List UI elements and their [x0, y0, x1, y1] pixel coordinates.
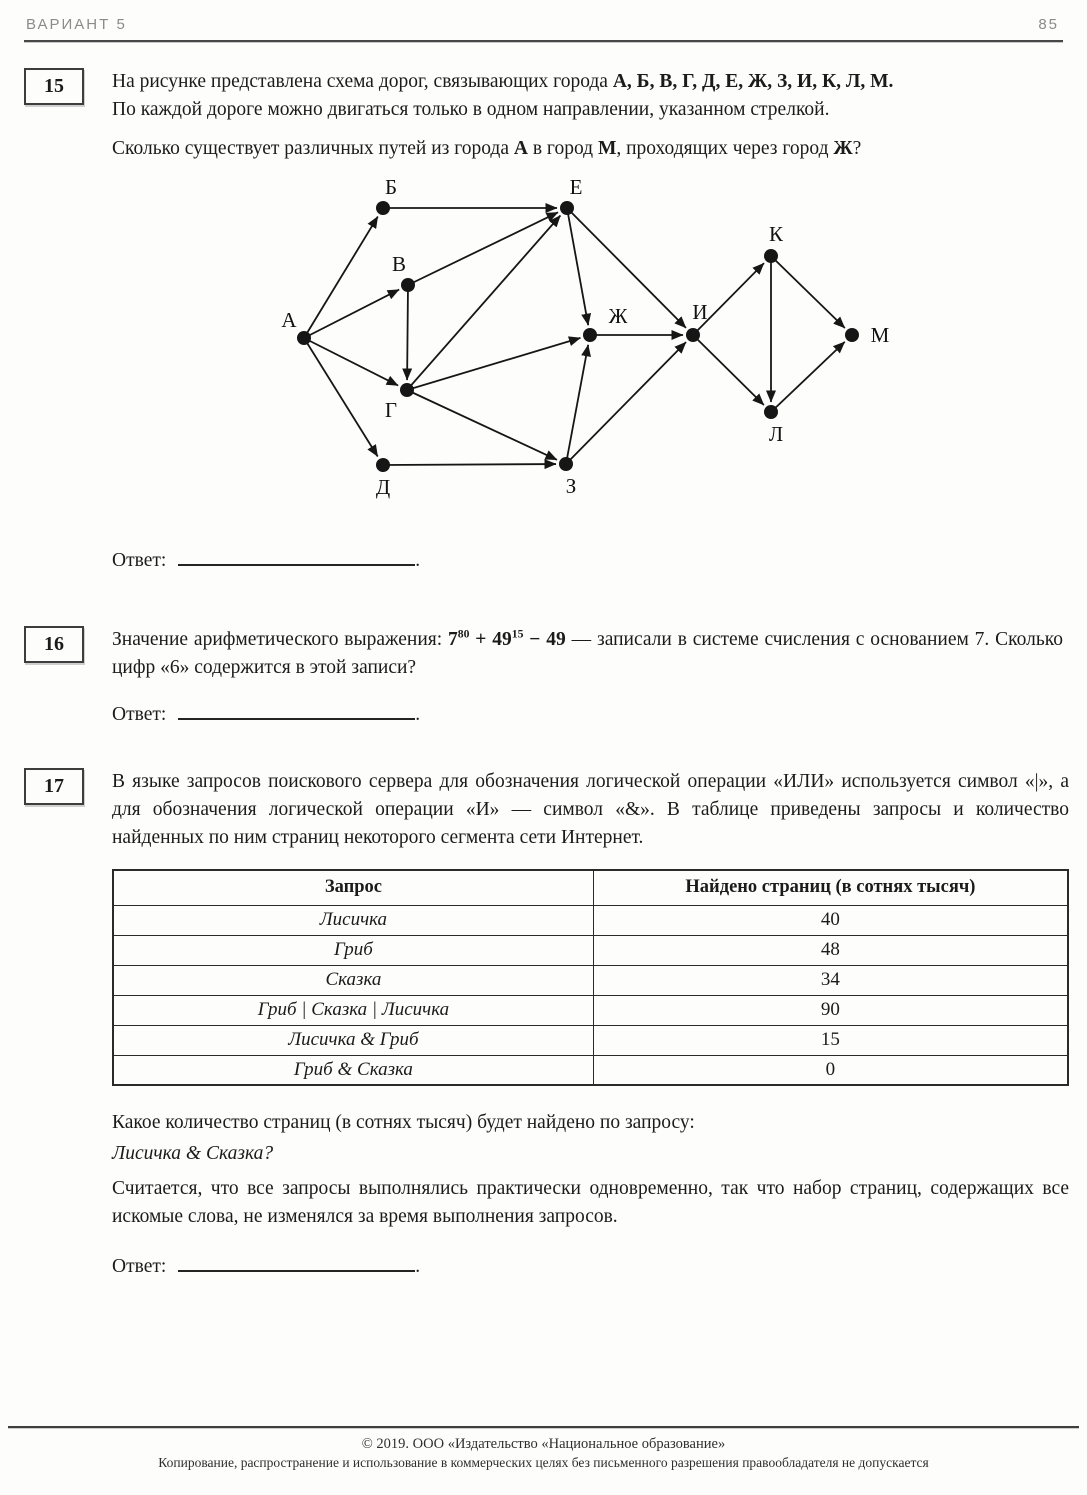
- graph-node-label-Е: Е: [569, 175, 583, 199]
- page-header: [24, 16, 1063, 33]
- text-run: , проходящих через город: [616, 138, 834, 159]
- graph-node-Е: [560, 201, 574, 215]
- graph-node-И: [686, 328, 700, 342]
- task-16: [24, 626, 1063, 726]
- count-cell: 40: [593, 905, 1068, 935]
- query-cell: Сказка: [113, 965, 593, 995]
- query-column-header: Запрос: [113, 870, 593, 905]
- query-cell: Гриб & Сказка: [113, 1055, 593, 1085]
- text-run: 49: [492, 629, 512, 650]
- table-row: [113, 905, 1068, 935]
- answer-label: Ответ:: [112, 1256, 167, 1277]
- table-row: [113, 1055, 1068, 1085]
- task-15-statement-1: [112, 68, 1063, 96]
- task-15-content: [112, 68, 1063, 572]
- pages-column-header: Найдено страниц (в сотнях тысяч): [593, 870, 1068, 905]
- query-cell: Лисичка: [113, 905, 593, 935]
- answer-period: .: [415, 550, 421, 571]
- text-run: −: [523, 629, 547, 650]
- roads-graph-container: [270, 175, 1063, 522]
- task-16-number: 16: [44, 633, 64, 655]
- query-cell: Лисичка & Гриб: [113, 1025, 593, 1055]
- graph-edge-И-Л: [693, 335, 764, 405]
- graph-node-label-К: К: [768, 222, 784, 246]
- graph-edge-З-И: [566, 342, 686, 464]
- page-number: 85: [1038, 16, 1059, 33]
- graph-edge-К-М: [771, 256, 845, 328]
- text-run: 7: [448, 629, 458, 650]
- task-15-question: [112, 135, 1063, 163]
- task-15-number: 15: [44, 75, 64, 97]
- text-run: Значение арифметического выражения:: [112, 629, 448, 650]
- task-15-answer-row: [112, 550, 1063, 572]
- roads-graph: [270, 175, 910, 517]
- graph-edge-Л-М: [771, 342, 845, 412]
- footer-rule: [8, 1426, 1079, 1429]
- answer-period: .: [415, 1256, 421, 1277]
- graph-edge-Д-З: [383, 464, 556, 465]
- graph-node-label-З: З: [565, 474, 577, 498]
- task-15-statement-2: По каждой дороге можно двигаться только в одном направлении, указанном стрелкой.: [112, 99, 830, 120]
- graph-node-А: [297, 331, 311, 345]
- text-run: М: [597, 138, 617, 159]
- graph-node-label-Ж: Ж: [608, 304, 628, 328]
- answer-blank: [178, 551, 415, 566]
- graph-node-label-Д: Д: [375, 475, 391, 499]
- table-row: [113, 965, 1068, 995]
- count-cell: 90: [593, 995, 1068, 1025]
- answer-period: .: [415, 704, 421, 725]
- task-16-answer-row: [112, 704, 1063, 726]
- graph-node-label-И: И: [692, 300, 708, 324]
- graph-node-Д: [376, 458, 390, 472]
- table-row: [113, 1025, 1068, 1055]
- text-run: — записали в системе счисления с основанием 7. Сколько цифр «6» содержится в этой записи?: [112, 629, 1063, 678]
- text-run: 15: [511, 627, 524, 641]
- table-row: [113, 995, 1068, 1025]
- text-run: А, Б, В, Г, Д, Е, Ж, З, И, К, Л, М.: [612, 71, 894, 92]
- graph-edge-В-Е: [408, 212, 558, 285]
- page-footer: [0, 1426, 1087, 1471]
- search-table-body: [113, 905, 1068, 1085]
- footer-notice: Копирование, распространение и использование в коммерческих целях без письменного разрешения правообладателя не допускается: [158, 1455, 929, 1470]
- graph-node-label-Л: Л: [768, 422, 784, 446]
- query-emphasis-line: Лисичка & Сказка?: [112, 1143, 274, 1164]
- graph-edge-В-Г: [407, 285, 408, 380]
- text-run: ?: [852, 138, 862, 159]
- count-cell: 48: [593, 935, 1068, 965]
- query-cell: Гриб | Сказка | Лисичка: [113, 995, 593, 1025]
- answer-blank: [178, 705, 415, 720]
- graph-node-Ж: [583, 328, 597, 342]
- graph-node-label-В: В: [391, 252, 407, 276]
- text-run: 80: [457, 627, 470, 641]
- text-run: Сколько существует различных путей из города: [112, 138, 514, 159]
- table-header-row: [113, 870, 1068, 905]
- task-17-question: Какое количество страниц (в сотнях тысяч) будет найдено по запросу:: [112, 1112, 695, 1133]
- search-query-table: [112, 869, 1069, 1086]
- variant-label: ВАРИАНТ 5: [26, 16, 127, 33]
- answer-label: Ответ:: [112, 550, 167, 571]
- task-17: [24, 768, 1069, 1278]
- graph-node-Л: [764, 405, 778, 419]
- graph-node-label-М: М: [870, 323, 890, 347]
- graph-node-В: [401, 278, 415, 292]
- graph-edge-Г-Ж: [407, 338, 580, 390]
- count-cell: 0: [593, 1055, 1068, 1085]
- footer-copyright: © 2019. ООО «Издательство «Национальное образование»: [361, 1436, 726, 1452]
- task-16-content: [112, 626, 1063, 726]
- graph-node-Г: [400, 383, 414, 397]
- graph-node-label-Г: Г: [384, 398, 398, 422]
- header-rule: [24, 40, 1063, 43]
- answer-blank: [178, 1257, 415, 1272]
- text-run: +: [469, 629, 493, 650]
- task-17-box: [24, 768, 84, 805]
- text-run: На рисунке представлена схема дорог, связывающих города: [112, 71, 613, 92]
- task-17-answer-row: [112, 1256, 1069, 1278]
- text-run: А: [513, 138, 528, 159]
- text-run: в город: [527, 138, 598, 159]
- task-17-content: [112, 768, 1069, 1278]
- task-15-box: [24, 68, 84, 105]
- task-17-note: Считается, что все запросы выполнялись практически одновременно, так что набор страниц, содержащих все искомые слова, не изменялся за время выполнения запросов.: [112, 1178, 1069, 1227]
- graph-node-З: [559, 457, 573, 471]
- query-cell: Гриб: [113, 935, 593, 965]
- graph-edge-Г-Е: [407, 216, 560, 390]
- text-run: 49: [546, 629, 566, 650]
- graph-node-М: [845, 328, 859, 342]
- task-17-statement: В языке запросов поискового сервера для обозначения логической операции «ИЛИ» используется символ «|», а для обозначения логической операции «И» — символ «&». В таблице приведены запросы и количество найденных по ним страниц некоторого сегмента сети Интернет.: [112, 771, 1069, 848]
- task-16-statement: [112, 626, 1063, 682]
- answer-label: Ответ:: [112, 704, 167, 725]
- graph-edge-Г-З: [407, 390, 557, 460]
- count-cell: 15: [593, 1025, 1068, 1055]
- task-17-number: 17: [44, 775, 64, 797]
- graph-node-Б: [376, 201, 390, 215]
- task-16-box: [24, 626, 84, 663]
- graph-node-label-А: А: [281, 308, 297, 332]
- count-cell: 34: [593, 965, 1068, 995]
- graph-node-К: [764, 249, 778, 263]
- table-row: [113, 935, 1068, 965]
- task-15: [24, 68, 1063, 572]
- graph-node-label-Б: Б: [384, 175, 398, 199]
- text-run: Ж: [833, 138, 853, 159]
